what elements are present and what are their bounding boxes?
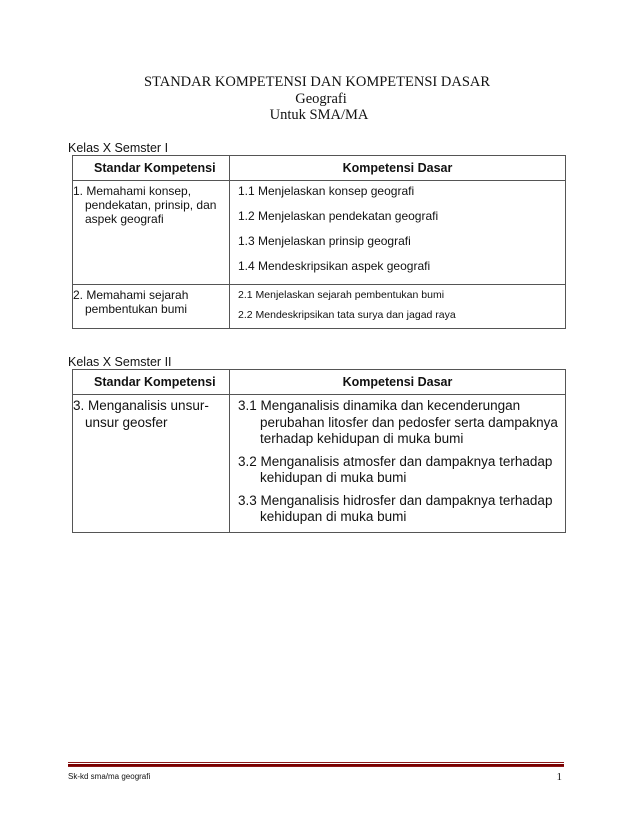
- kompetensi-dasar-item: 1.1 Menjelaskan konsep geografi: [238, 184, 415, 198]
- kompetensi-dasar-item: 1.3 Menjelaskan prinsip geografi: [238, 234, 411, 248]
- document-title-block: [0, 74, 638, 124]
- kompetensi-dasar-cell: [230, 181, 566, 285]
- document-title: STANDAR KOMPETENSI DAN KOMPETENSI DASAR: [143, 74, 491, 90]
- kompetensi-dasar-item: 3.3 Menganalisis hidrosfer dan dampaknya terhadap kehidupan di muka bumi: [238, 492, 553, 524]
- kompetensi-dasar-item: 2.1 Menjelaskan sejarah pembentukan bumi: [238, 289, 445, 301]
- footer-divider: [68, 762, 564, 767]
- standar-kompetensi-cell: [73, 285, 230, 329]
- kompetensi-dasar-item: 3.1 Menganalisis dinamika dan kecenderungan perubahan litosfer dan pedosfer serta dampaknya terhadap kehidupan di muka bumi: [238, 398, 558, 446]
- kompetensi-dasar-item: 2.2 Mendeskripsikan tata surya dan jagad raya: [238, 309, 456, 321]
- footer-document-name: Sk-kd sma/ma geografi: [68, 772, 151, 781]
- table-row: [73, 395, 566, 533]
- page-number: 1: [556, 771, 562, 783]
- document-audience: Untuk SMA/MA: [269, 107, 369, 123]
- standar-kompetensi-text: 3. Menganalisis unsur- unsur geosfer: [73, 398, 209, 430]
- competency-table-semester-1: [72, 155, 566, 329]
- section-label-semester-1: Kelas X Semster I: [68, 141, 169, 155]
- kompetensi-dasar-item: 3.2 Menganalisis atmosfer dan dampaknya terhadap kehidupan di muka bumi: [238, 453, 553, 485]
- table-header-row: [73, 370, 566, 395]
- column-header-kompetensi-dasar: Kompetensi Dasar: [230, 156, 566, 181]
- table-header-row: [73, 156, 566, 181]
- standar-kompetensi-text: 2. Memahami sejarah pembentukan bumi: [73, 288, 189, 316]
- kompetensi-dasar-item: 1.4 Mendeskripsikan aspek geografi: [238, 259, 431, 273]
- table-row: [73, 181, 566, 285]
- standar-kompetensi-cell: [73, 181, 230, 285]
- competency-table-semester-2: [72, 369, 566, 533]
- column-header-standar-kompetensi: Standar Kompetensi: [73, 156, 230, 181]
- standar-kompetensi-cell: [73, 395, 230, 533]
- kompetensi-dasar-cell: [230, 285, 566, 329]
- kompetensi-dasar-item: 1.2 Menjelaskan pendekatan geografi: [238, 209, 439, 223]
- column-header-kompetensi-dasar: Kompetensi Dasar: [230, 370, 566, 395]
- standar-kompetensi-text: 1. Memahami konsep, pendekatan, prinsip, dan aspek geografi: [73, 184, 217, 226]
- column-header-standar-kompetensi: Standar Kompetensi: [73, 370, 230, 395]
- document-subject: Geografi: [295, 90, 347, 107]
- kompetensi-dasar-cell: [230, 395, 566, 533]
- table-row: [73, 285, 566, 329]
- section-label-semester-2: Kelas X Semster II: [68, 355, 172, 369]
